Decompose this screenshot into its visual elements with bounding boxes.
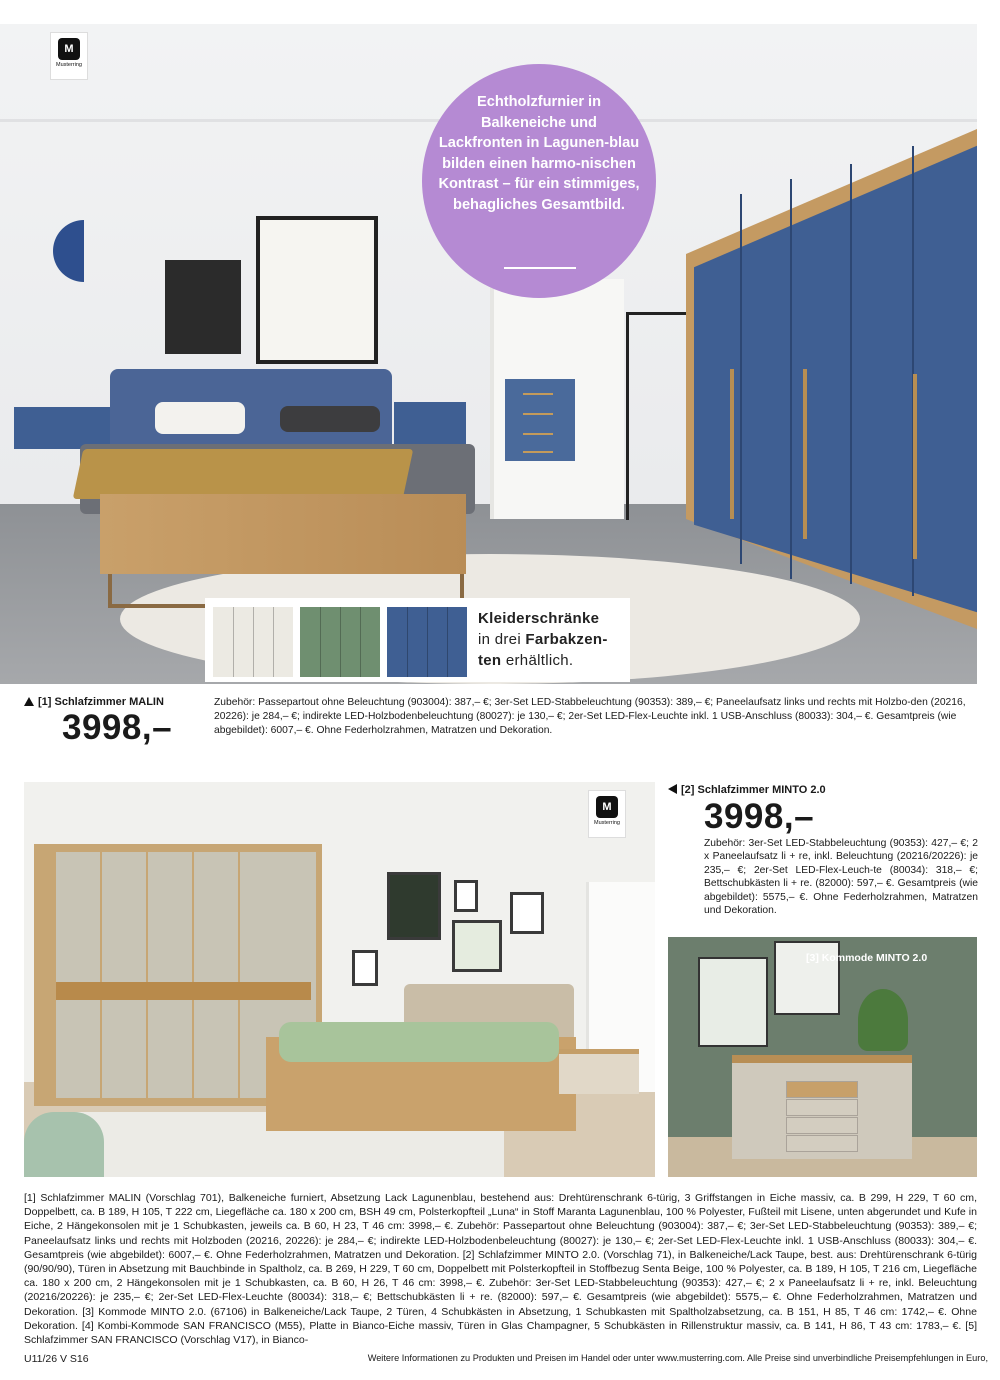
- pillow: [280, 406, 380, 432]
- wall-fan-decor: [44, 219, 84, 283]
- wardrobe-door-gap: [850, 164, 852, 584]
- swatch-blue: [387, 607, 467, 677]
- wardrobe-door: [194, 852, 238, 1098]
- logo-label: Musterring: [594, 820, 620, 826]
- wall-art: [510, 892, 544, 934]
- wall-art: [452, 920, 502, 972]
- bedroom-minto-photo: [24, 782, 655, 1177]
- wardrobe-handle: [730, 369, 734, 519]
- triangle-up-icon: [24, 697, 34, 706]
- caption-2-text: Zubehör: 3er-Set LED-Stabbeleuchtung (90353): 427,– €; 2 x Paneelaufsatz li + re, inkl. Beleuchtung (20216/20226): je 235,– €; 2er-Set LED-Flex-Leuch-te (80034): 318,– €; Bettschubkästen li + re. (82000): 597,– €. Gesamtpreis (wie abgebildet): 5575,– €. Ohne Federholzrahmen, Matratzen und Dekoration.: [704, 838, 978, 917]
- nightstand: [559, 1049, 639, 1094]
- info-bubble-text: Echtholzfurnier in Balkeneiche und Lackfronten in Lagunen-blau bilden einen harmo-nischen Kontrast – für ein stimmiges, behagliches Gesamtbild.: [438, 94, 640, 213]
- swatch-caption-text: in drei: [478, 631, 526, 648]
- logo-label: Musterring: [56, 62, 82, 68]
- wall-art: [698, 957, 768, 1047]
- wardrobe-oak-band: [56, 982, 311, 1000]
- swatch-caption-bold: ten: [478, 652, 502, 669]
- swatch-green: [300, 607, 380, 677]
- plant: [858, 989, 908, 1051]
- swatch-white: [213, 607, 293, 677]
- wall-art: [387, 872, 441, 940]
- wardrobe-door: [56, 852, 100, 1098]
- caption-1-price: 3998,–: [62, 708, 173, 747]
- wall-art-abstract: [165, 260, 241, 354]
- wardrobe-handle: [803, 369, 807, 539]
- right-nightstand: [394, 402, 466, 444]
- wardrobe-door-gap: [740, 194, 742, 564]
- left-nightstand: [14, 407, 114, 449]
- bed-duvet: [279, 1022, 559, 1062]
- wardrobe-door: [148, 852, 192, 1098]
- throw-blanket: [73, 449, 414, 499]
- info-bubble-rule: [504, 267, 576, 269]
- wardrobe-door: [102, 852, 146, 1098]
- footer-code: U11/26 V S16: [24, 1353, 89, 1365]
- swatch-caption-text: erhältlich.: [501, 652, 574, 669]
- caption-3-label: [3] Kommode MINTO 2.0: [806, 952, 928, 964]
- caption-1-text: Zubehör: Passepartout ohne Beleuchtung (903004): 387,– €; 3er-Set LED-Stabbeleuchtung (90353): 389,– €; Paneelaufsatz links und rechts mit Holzbo-den (20216, 20226): je 284,– €; indirekte LED-Holzbodenbeleuchtung (80027): je 130,– €; 2er-Set LED-Flex-Leuchte inkl. 1 USB-Anschluss (80033): 304,– €. Gesamtpreis (wie abgebildet): 6007,– €. Ohne Federholzrahmen, Matratzen und Dekoration.: [214, 697, 966, 736]
- swatch-caption-line2: [478, 629, 628, 650]
- swatch-caption-line3: [478, 650, 628, 671]
- dresser: [505, 379, 575, 461]
- kommode-drawer: [786, 1135, 858, 1152]
- caption-1-title: [1] Schlafzimmer MALIN: [38, 696, 164, 708]
- coat-rack: [626, 312, 692, 520]
- caption-1-label: [24, 696, 164, 708]
- kommode-minto-photo: [668, 937, 977, 1177]
- triangle-left-icon: [668, 784, 677, 794]
- musterring-logo: [588, 790, 626, 838]
- pillow: [155, 402, 245, 434]
- wardrobe-door-gap: [790, 179, 792, 579]
- footer-note: Weitere Informationen zu Produkten und Preisen im Handel oder unter www.musterring.com. Alle Preise sind unverbindliche Preisempfehlungen in Euro,: [367, 1353, 988, 1363]
- musterring-logo-mark: M: [596, 796, 618, 818]
- caption-2-label: [668, 784, 826, 796]
- armchair: [24, 1112, 104, 1177]
- swatch-caption: [478, 608, 628, 671]
- wall-art: [352, 950, 378, 986]
- kommode-drawer: [786, 1117, 858, 1134]
- caption-2-price: 3998,–: [704, 797, 815, 836]
- wall-art-portrait: [256, 216, 378, 364]
- musterring-logo-mark: M: [58, 38, 80, 60]
- wardrobe-handle: [913, 374, 917, 559]
- caption-2-title: [2] Schlafzimmer MINTO 2.0: [681, 784, 826, 796]
- product-details-text: [1] Schlafzimmer MALIN (Vorschlag 701), Balkeneiche furniert, Absetzung Lack Lagunenblau, bestehend aus: Drehtürenschrank 6-türig, 3 Griffstangen in Eiche massiv, ca. B 299, H 229, T 60 cm, Doppelbett, ca. B 189, H 105, T 222 cm, Liegefläche ca. 180 x 200 cm, BSH 49 cm, Polsterkopfteil „Luna“ in Stoff Maranta Lagunenblau, 100 % Polyester, Fußteil mit Lisene, unten abgerundet und Kufe in Eiche, 2 Hängekonsolen mit je 1 Schubkasten, jeweils ca. B 60, H 23, T 46 cm: 3998,– €. Zubehör: Passepartout ohne Beleuchtung (903004): 387,– €; 3er-Set LED-Stabbeleuchtung (90353): 389,– €; Paneelaufsatz links und rechts mit Holzboden (20216, 20226): je 284,– €; indirekte LED-Holzbodenbeleuchtung (80027): je 130,– €; 2er-Set LED-Flex-Leuchte inkl. 1 USB-Anschluss (80033): 304,– €. Gesamtpreis (wie abgebildet): 6007,– €. Ohne Federholzrahmen, Matratzen und Dekoration. [2] Schlafzimmer MINTO 2.0. (Vorschlag 71), in Balkeneiche/Lack Taupe, best. aus: Drehtürenschrank 6-türig (90/90/90), Türen in Absetzung mit Bauchbinde in Spaltholz, ca. B 269, H 229, T 60 cm, Doppelbett mit Polsterkopfteil in Stoffbezug Senta Beige, 100 % Polyester, ca. B 189, H 105, T 216 cm, Liegefläche ca. 180 x 200 cm, 2 Hängekonsolen mit je 1 Schubkasten, ca. B 60, H 26, T 46 cm: 3998,– €. Zubehör: 3er-Set LED-Stabbeleuchtung (90353): 427,– €; 2 x Paneelaufsatz li + re, inkl. Beleuchtung (20216/20226): je 235,– €; 2er-Set LED-Flex-Leuchte (80034): 318,– €; Bettschubkästen li + re. (82000): 597,– €. Gesamtpreis (wie abgebildet): 5575,– €. Ohne Federholzrahmen, Matratzen und Dekoration. [3] Kommode MINTO 2.0. (67106) in Balkeneiche/Lack Taupe, 2 Türen, 4 Schubkästen in Absetzung, 1 Schubkasten mit Spaltholzabsetzung, ca. B 151, H 85, T 46 cm: 1742,– €. Ohne Dekoration. [4] Kombi-Kommode SAN FRANCISCO (M55), Platte in Bianco-Eiche massiv, Türen in Glas Champagner, 5 Schubkästen in Rillenstruktur massiv, ca. B 141, H 86, T 43 cm: 1783,– €. [5] Schlafzimmer SAN FRANCISCO (Vorschlag V17), in Bianco-: [24, 1192, 977, 1347]
- kommode-drawer: [786, 1081, 858, 1098]
- musterring-logo: [50, 32, 88, 80]
- kommode-drawer: [786, 1099, 858, 1116]
- swatch-caption-bold: Farbakzen-: [525, 631, 608, 648]
- wall-art: [454, 880, 478, 912]
- bed-frame-oak: [100, 494, 466, 574]
- swatch-caption-line1: Kleiderschränke: [478, 610, 600, 627]
